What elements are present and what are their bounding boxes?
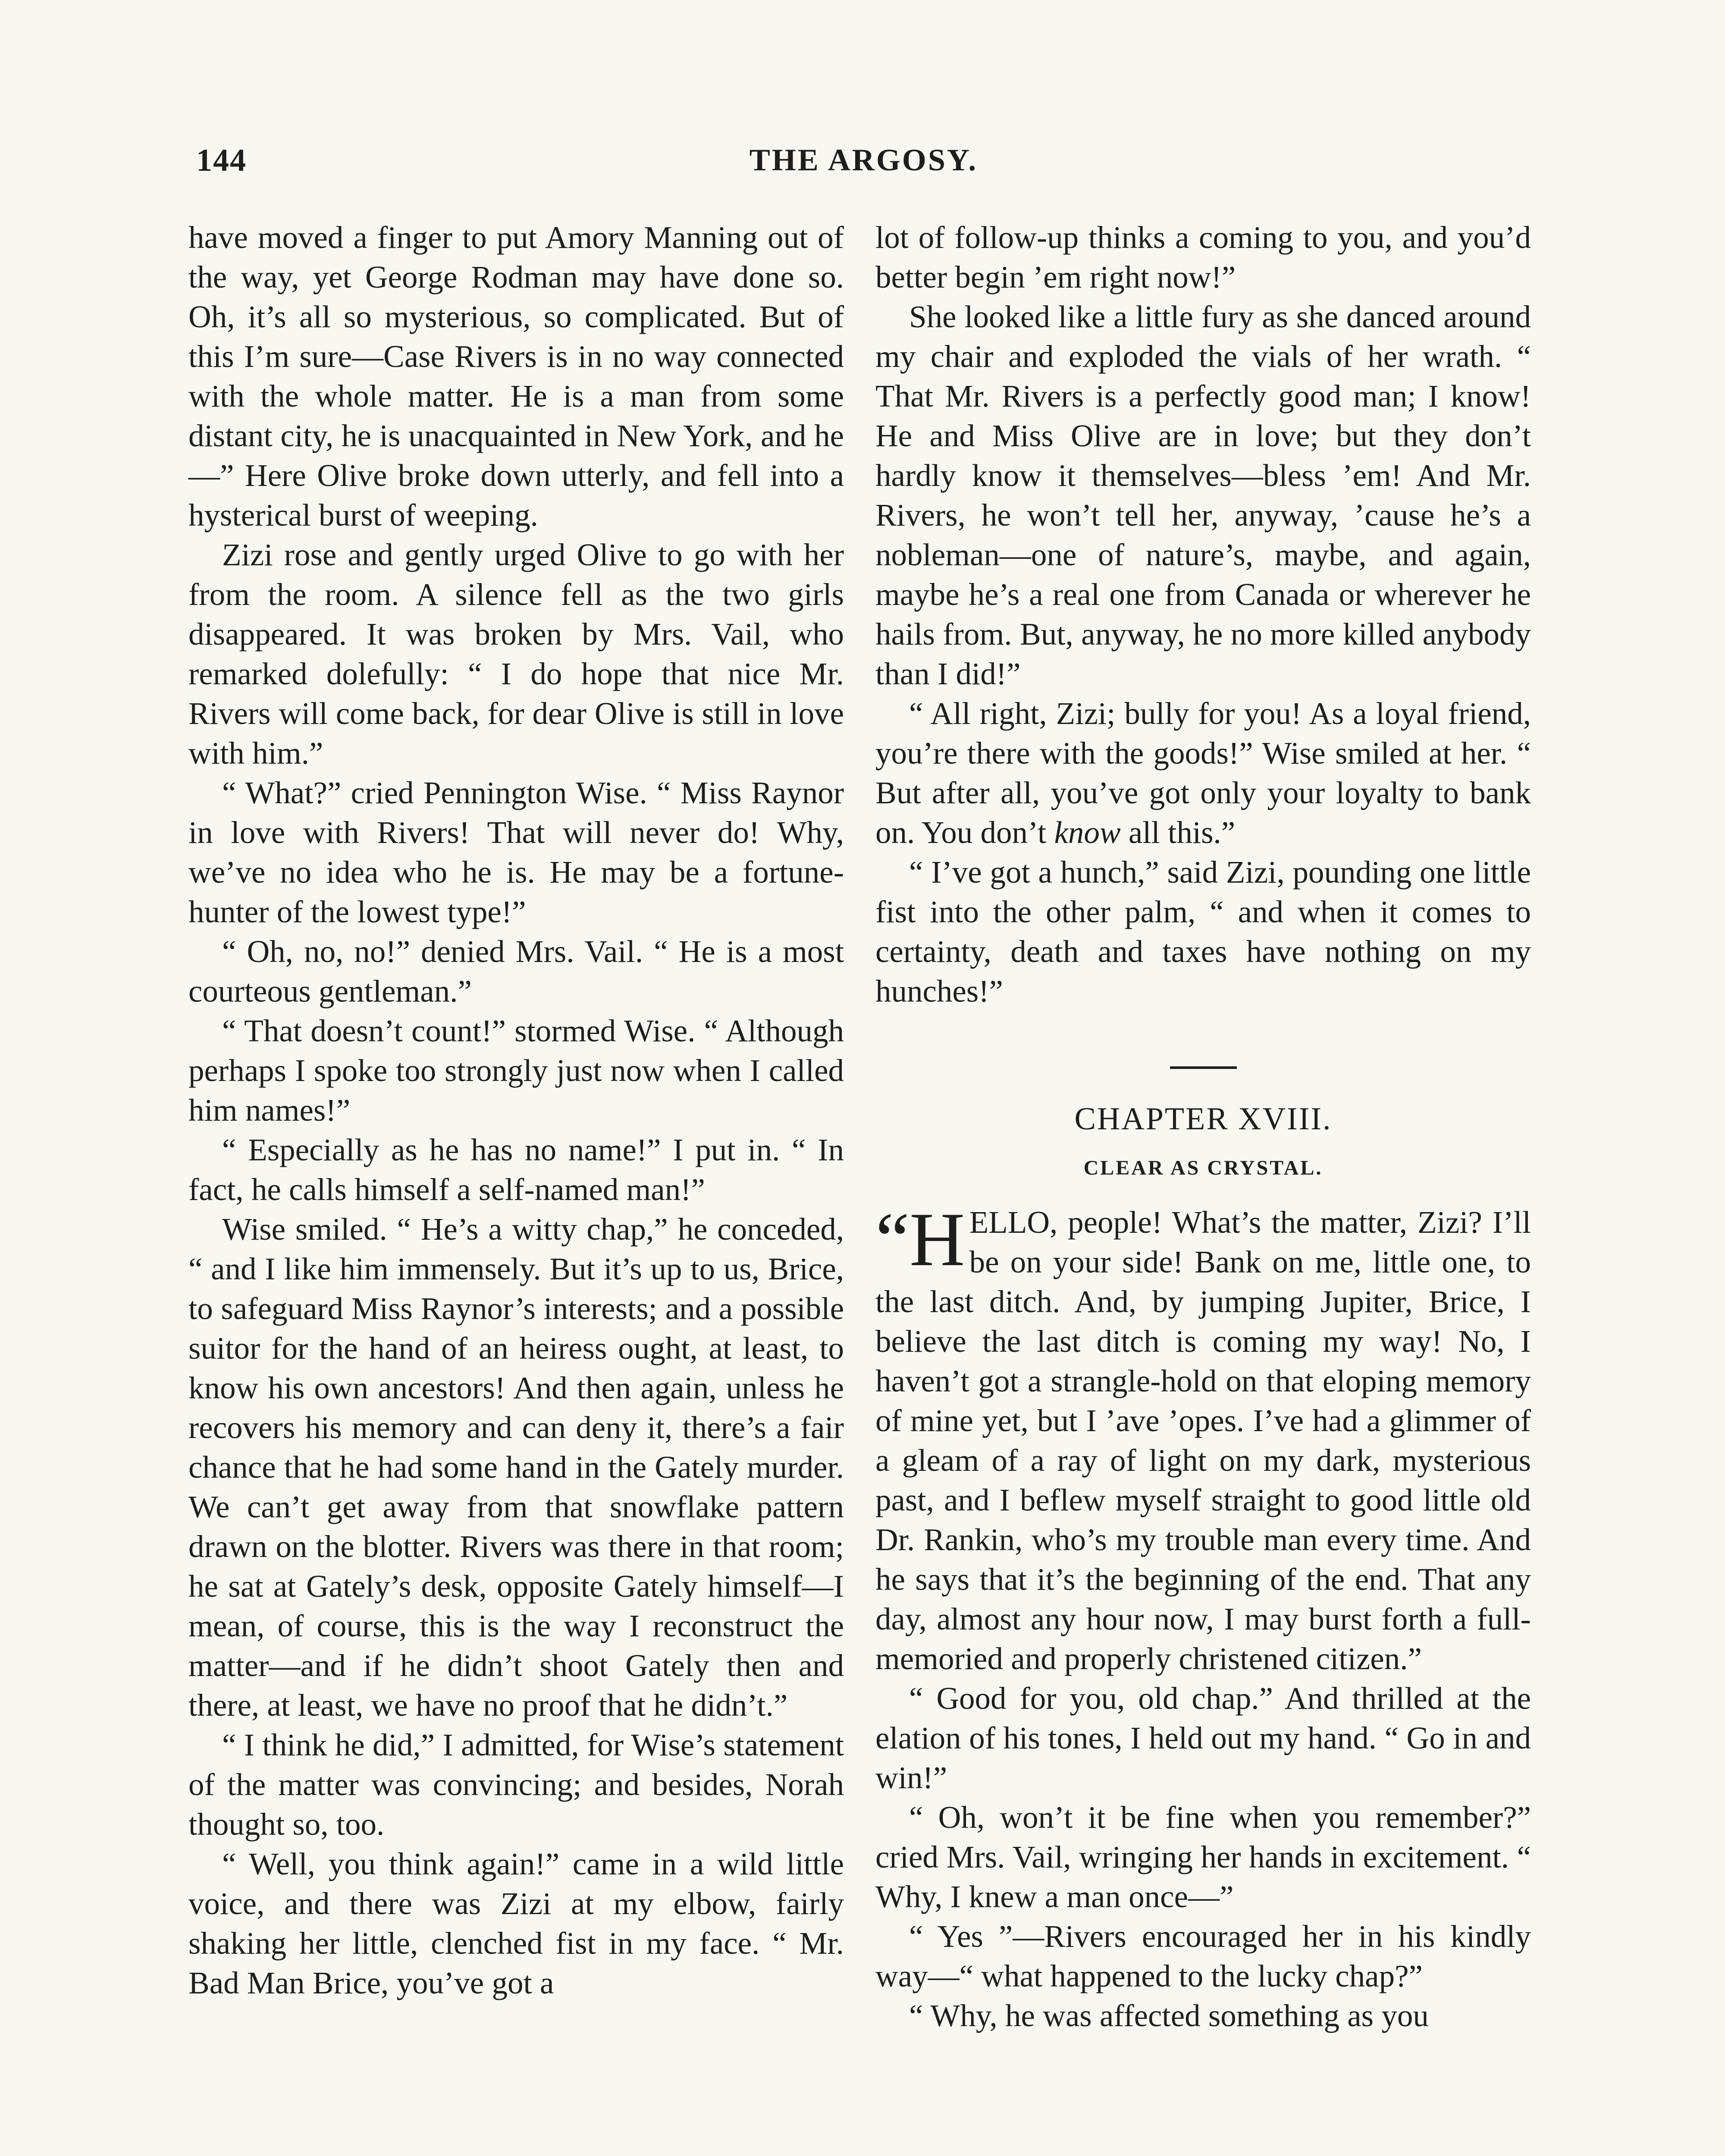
- paragraph: “ Oh, won’t it be fine when you remember?” cried Mrs. Vail, wringing her hands in excitement. “ Why, I knew a man once—”: [875, 1800, 1531, 1914]
- paragraph: She looked like a little fury as she danced around my chair and exploded the vials of her wrath. “ That Mr. Rivers is a perfectly good man; I know! He and Miss Olive are in love; but they don’t hardly know it themselves—bless ’em! And Mr. Rivers, he won’t tell her, anyway, ’cause he’s a nobleman—one of nature’s, maybe, and again, maybe he’s a real one from Canada or wherever he hails from. But, anyway, he no more killed anybody than I did!”: [875, 299, 1531, 691]
- emphasis-word: know: [1054, 815, 1121, 850]
- chapter-opening-paragraph: [875, 1197, 1531, 1679]
- chapter-subtitle: CLEAR AS CRYSTAL.: [1083, 1156, 1323, 1179]
- left-column: [188, 218, 844, 2003]
- page-number: 144: [196, 143, 247, 178]
- drop-cap-letter: H: [910, 1197, 965, 1282]
- page-header: [196, 142, 1531, 190]
- paragraph: [875, 694, 1531, 852]
- paragraph: “ Yes ”—Rivers encouraged her in his kindly way—“ what happened to the lucky chap?”: [875, 1919, 1531, 1993]
- drop-cap: [875, 1197, 965, 1282]
- paragraph: “ What?” cried Pennington Wise. “ Miss Raynor in love with Rivers! That will never do! Why, we’ve no idea who he is. He may be a fortune-hunter of the lowest type!”: [188, 775, 844, 929]
- right-column: [875, 218, 1531, 2036]
- paragraph: “ Especially as he has no name!” I put in. “ In fact, he calls himself a self-named man!”: [188, 1132, 844, 1207]
- paragraph: “ I’ve got a hunch,” said Zizi, pounding one little fist into the other palm, “ and when it comes to certainty, death and taxes have nothing on my hunches!”: [875, 855, 1531, 1009]
- paragraph: “ Good for you, old chap.” And thrilled at the elation of his tones, I held out my hand. “ Go in and win!”: [875, 1681, 1531, 1795]
- chapter-title: CHAPTER XVIII.: [1074, 1101, 1332, 1137]
- paragraph-text: ELLO, people! What’s the matter, Zizi? I’ll be on your side! Bank on me, little one, to the last ditch. And, by jumping Jupiter, Brice, I believe the last ditch is coming my way! No, I haven’t got a strangle-hold on that eloping memory of mine yet, but I ’ave ’opes. I’ve had a glimmer of a gleam of a ray of light on my dark, mysterious past, and I beflew myself straight to good little old Dr. Rankin, who’s my trouble man every time. And he says that it’s the beginning of the end. That any day, almost any hour now, I may burst forth a full-memoried and properly christened citizen.”: [875, 1205, 1531, 1676]
- paragraph: “ Well, you think again!” came in a wild little voice, and there was Zizi at my elbow, fairly shaking her little, clenched fist in my face. “ Mr. Bad Man Brice, you’ve got a: [188, 1846, 844, 2000]
- paragraph: Zizi rose and gently urged Olive to go with her from the room. A silence fell as the two girls disappeared. It was broken by Mrs. Vail, who remarked dolefully: “ I do hope that nice Mr. Rivers will come back, for dear Olive is still in love with him.”: [188, 537, 844, 771]
- paragraph: “ I think he did,” I admitted, for Wise’s statement of the matter was convincing; and besides, Norah thought so, too.: [188, 1727, 844, 1842]
- section-divider: [1170, 1066, 1237, 1069]
- paragraph-text: all this.”: [1120, 815, 1236, 850]
- paragraph: Wise smiled. “ He’s a witty chap,” he conceded, “ and I like him immensely. But it’s up to us, Brice, to safeguard Miss Raynor’s interests; and a possible suitor for the hand of an heiress ought, at least, to know his own ancestors! And then again, unless he recovers his memory and can deny it, there’s a fair chance that he had some hand in the Gately murder. We can’t get away from that snowflake pattern drawn on the blotter. Rivers was there in that room; he sat at Gately’s desk, opposite Gately himself—I mean, of course, this is the way I reconstruct the matter—and if he didn’t shoot Gately then and there, at least, we have no proof that he didn’t.”: [188, 1212, 844, 1723]
- running-head: THE ARGOSY.: [749, 143, 978, 177]
- paragraph: have moved a finger to put Amory Manning out of the way, yet George Rodman may have done so. Oh, it’s all so mysterious, so complicated. But of this I’m sure—Case Rivers is in no way connected with the whole matter. He is a man from some distant city, he is unacquainted in New York, and he—” Here Olive broke down utterly, and fell into a hysterical burst of weeping.: [188, 220, 844, 533]
- drop-cap-quote: “: [875, 1197, 910, 1282]
- paragraph: “ That doesn’t count!” stormed Wise. “ Although perhaps I spoke too strongly just now when I called him names!”: [188, 1013, 844, 1128]
- paragraph: “ Why, he was affected something as you: [909, 1998, 1429, 2033]
- paragraph-text: “ All right, Zizi; bully for you! As a loyal friend, you’re there with the goods!” Wise smiled at her. “ But after all, you’ve got only your loyalty to bank on. You don’t: [875, 696, 1531, 850]
- paragraph: lot of follow-up thinks a coming to you, and you’d better begin ’em right now!”: [875, 220, 1531, 295]
- paragraph: “ Oh, no, no!” denied Mrs. Vail. “ He is a most courteous gentleman.”: [188, 934, 844, 1009]
